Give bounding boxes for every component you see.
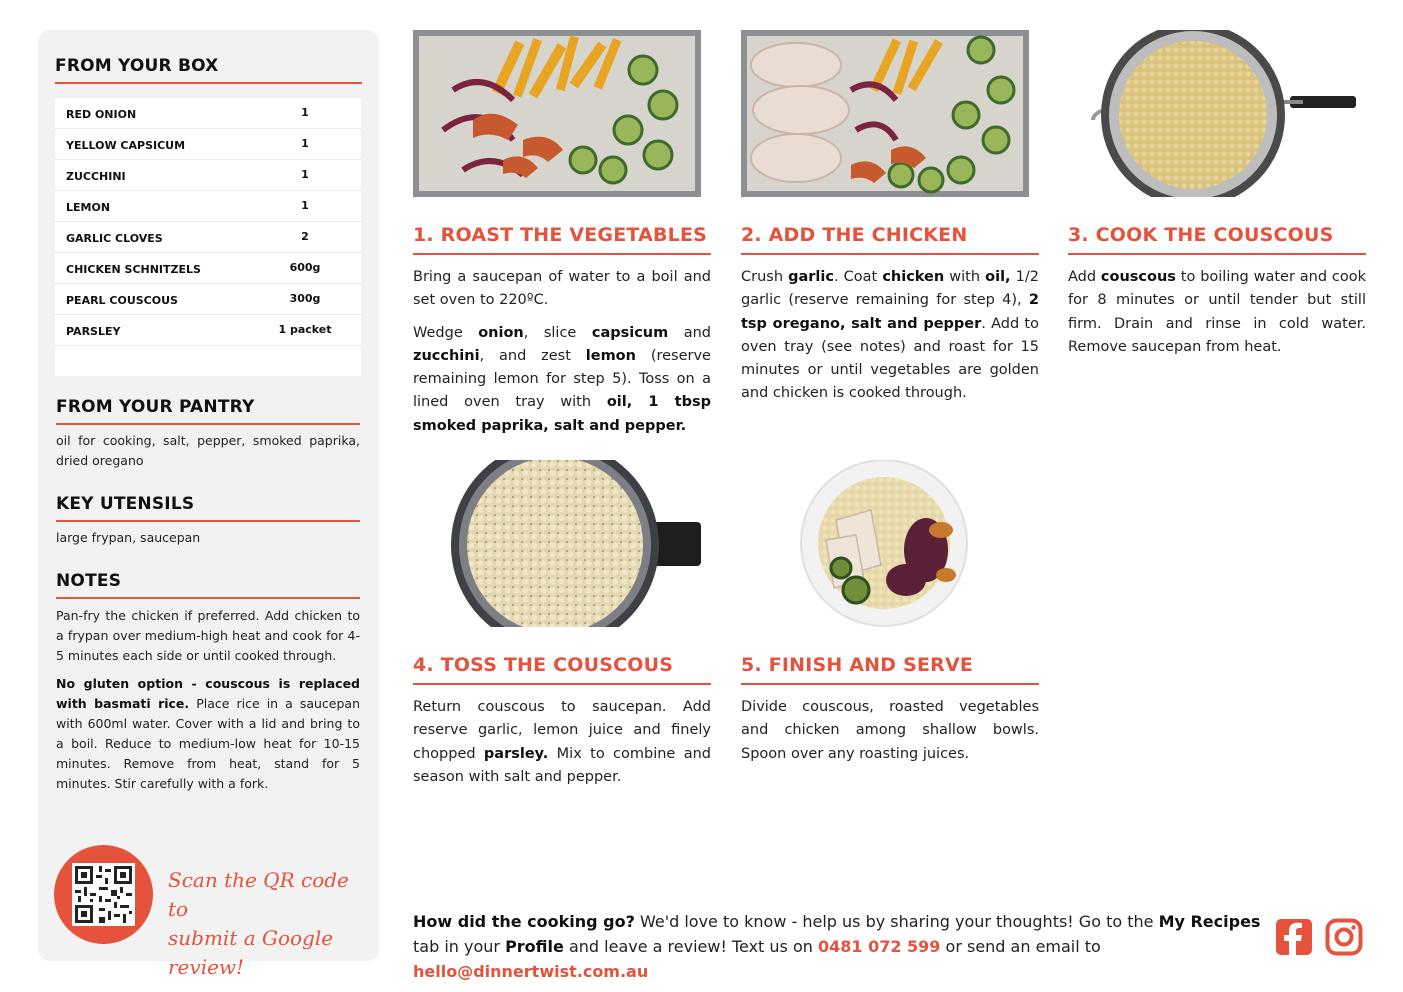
ingredient-name: LEMON [66,201,111,214]
step-2-para-1: Crush garlic. Coat chicken with oil, 1/2 garlic (reserve remaining for step 4), 2 tsp oregano, salt and pepper. Add to oven tray (see notes) and roast for 15 minutes or until vegetables are golden and chicken is cooked through. [741,269,1039,402]
notes-paragraph-2 [56,674,360,794]
ingredient-qty: 1 [301,137,309,150]
ingredient-qty: 1 [301,168,309,181]
ingredient-name: PEARL COUSCOUS [66,294,178,307]
step-5-body [741,696,1039,775]
ingredient-name: CHICKEN SCHNITZELS [66,263,201,276]
ingredients-table [55,98,361,376]
step-2-photo [741,30,1029,197]
notes-paragraph-1: Pan-fry the chicken if preferred. Add chicken to a frypan over medium-high heat and cook for 4-5 minutes each side or until cooked through. [56,608,360,663]
ingredient-row [55,253,361,284]
ingredient-row [55,129,361,160]
ingredient-row [55,222,361,253]
qr-caption-line-2: submit a Google review! [168,926,334,979]
ingredient-name: RED ONION [66,108,137,121]
step-rule [741,683,1039,685]
pantry-heading: FROM YOUR PANTRY [56,397,255,417]
ingredient-qty: 2 [301,230,309,243]
step-2-body [741,266,1039,415]
step-rule [1068,253,1366,255]
heading-rule [56,423,360,425]
ingredient-qty: 300g [289,292,321,305]
notes-heading: NOTES [56,571,122,591]
phone-link[interactable]: 0481 072 599 [817,937,941,956]
ingredient-row [55,315,361,346]
sidebar [38,30,379,979]
step-1-para-2: Wedge onion, slice capsicum and zucchini, and zest lemon (reserve remaining lemon for step 5). Toss on a lined oven tray with oil, 1 tbsp smoked paprika, salt and pepper. [413,324,712,434]
qr-caption [168,866,368,982]
ingredient-row [55,160,361,191]
step-1-title: 1. ROAST THE VEGETABLES [413,224,708,246]
pantry-text: oil for cooking, salt, pepper, smoked paprika, dried oregano [56,433,360,468]
step-1-body [413,266,711,447]
qr-caption-line-1: Scan the QR code to [168,868,349,921]
heading-rule [56,520,360,522]
heading-rule [55,82,362,84]
step-rule [413,253,711,255]
qr-badge[interactable] [54,845,153,944]
step-5-para-1: Divide couscous, roasted vegetables and chicken among shallow bowls. Spoon over any roasting juices. [741,699,1039,762]
step-1-photo [413,30,701,197]
step-3-para-1: Add couscous to boiling water and cook for 8 minutes or until tender but still firm. Drain and rinse in cold water. Remove saucepan from heat. [1068,269,1366,355]
qr-code-icon [72,863,135,926]
step-2-title: 2. ADD THE CHICKEN [741,224,968,246]
facebook-icon[interactable] [1275,918,1313,956]
ingredient-row [55,284,361,315]
instagram-icon[interactable] [1325,918,1363,956]
ingredient-name: GARLIC CLOVES [66,232,163,245]
from-your-box-heading: FROM YOUR BOX [55,56,219,76]
step-rule [413,683,711,685]
notes-bold: No gluten option - couscous is replaced with basmati rice. [56,676,360,711]
ingredient-qty: 1 [301,106,309,119]
ingredient-name: ZUCCHINI [66,170,126,183]
notes-rest: Place rice in a saucepan with 600ml water. Cover with a lid and bring to a boil. Reduce to medium-low heat for 10-15 minutes. Remove from heat, stand for 5 minutes. Stir carefully with a fork. [56,696,360,791]
footer-question: How did the cooking go? [413,912,635,931]
email-link[interactable]: hello@dinnertwist.com.au [413,962,649,981]
step-5-title: 5. FINISH AND SERVE [741,654,974,676]
step-3-photo [1068,30,1366,197]
utensils-text: large frypan, saucepan [56,530,201,545]
step-3-body [1068,266,1366,368]
ingredient-row [55,98,361,129]
step-4-body [413,696,711,798]
ingredient-qty: 1 packet [278,323,332,336]
feedback-footer: How did the cooking go? We'd love to know - help us by sharing your thoughts! Go to the My Recipes tab in your Profile and leave a review! Text us on 0481 072 599 or send an email to hello@dinnertwist.com.au [413,912,1261,981]
ingredient-name: YELLOW CAPSICUM [66,139,186,152]
ingredient-row [55,191,361,222]
step-3-title: 3. COOK THE COUSCOUS [1068,224,1334,246]
ingredient-qty: 600g [289,261,321,274]
step-4-photo [413,460,701,627]
heading-rule [56,597,360,599]
step-rule [741,253,1039,255]
ingredient-qty: 1 [301,199,309,212]
step-1-para-1: Bring a saucepan of water to a boil and set oven to 220ºC. [413,269,711,309]
step-4-title: 4. TOSS THE COUSCOUS [413,654,674,676]
step-5-photo [741,460,1039,627]
utensils-heading: KEY UTENSILS [56,494,195,514]
ingredient-name: PARSLEY [66,325,121,338]
my-recipes-label: My Recipes [1158,912,1261,931]
profile-label: Profile [505,937,564,956]
step-4-para-1: Return couscous to saucepan. Add reserve garlic, lemon juice and finely chopped parsley. Mix to combine and season with salt and pepper. [413,699,711,785]
